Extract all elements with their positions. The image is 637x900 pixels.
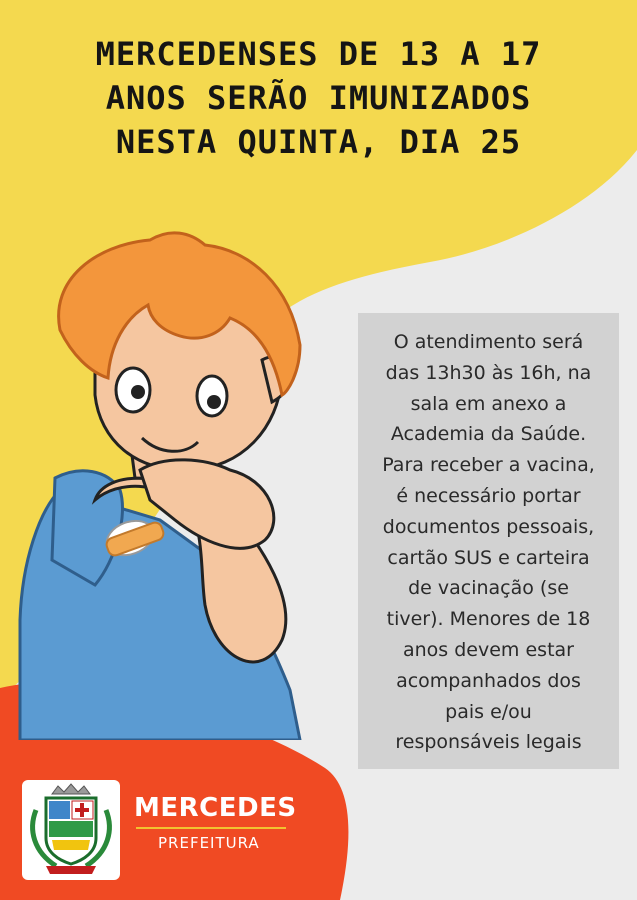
info-line: Para receber a vacina, xyxy=(382,454,595,477)
info-line: documentos pessoais, xyxy=(382,515,595,538)
headline-line: MERCEDENSES DE 13 A 17 xyxy=(95,35,542,73)
info-line: das 13h30 às 16h, na xyxy=(385,361,592,384)
info-line: sala em anexo a xyxy=(410,392,567,415)
coat-of-arms-icon xyxy=(22,780,120,880)
vaccinated-child-illustration xyxy=(0,220,330,740)
info-line: acompanhados dos xyxy=(396,669,581,692)
info-line: responsáveis legais xyxy=(395,731,582,754)
brand-divider xyxy=(136,827,286,829)
info-line: anos devem estar xyxy=(403,638,574,661)
info-line: é necessário portar xyxy=(396,484,581,507)
brand-subtitle: PREFEITURA xyxy=(158,834,260,852)
info-text xyxy=(368,327,609,758)
right-pupil xyxy=(207,395,221,409)
info-box xyxy=(358,313,619,769)
info-line: Academia da Saúde. xyxy=(390,423,587,446)
info-line: cartão SUS e carteira xyxy=(387,546,590,569)
info-line: O atendimento será xyxy=(393,331,584,353)
info-line: pais e/ou xyxy=(445,700,532,723)
info-line: de vacinação (se xyxy=(408,577,569,600)
brand-name: MERCEDES xyxy=(134,793,297,823)
left-pupil xyxy=(131,385,145,399)
city-logo xyxy=(22,780,120,880)
info-line: tiver). Menores de 18 xyxy=(386,608,591,631)
headline-line: ANOS SERÃO IMUNIZADOS xyxy=(105,79,532,117)
headline xyxy=(20,32,617,164)
headline-line: NESTA QUINTA, DIA 25 xyxy=(115,123,522,161)
